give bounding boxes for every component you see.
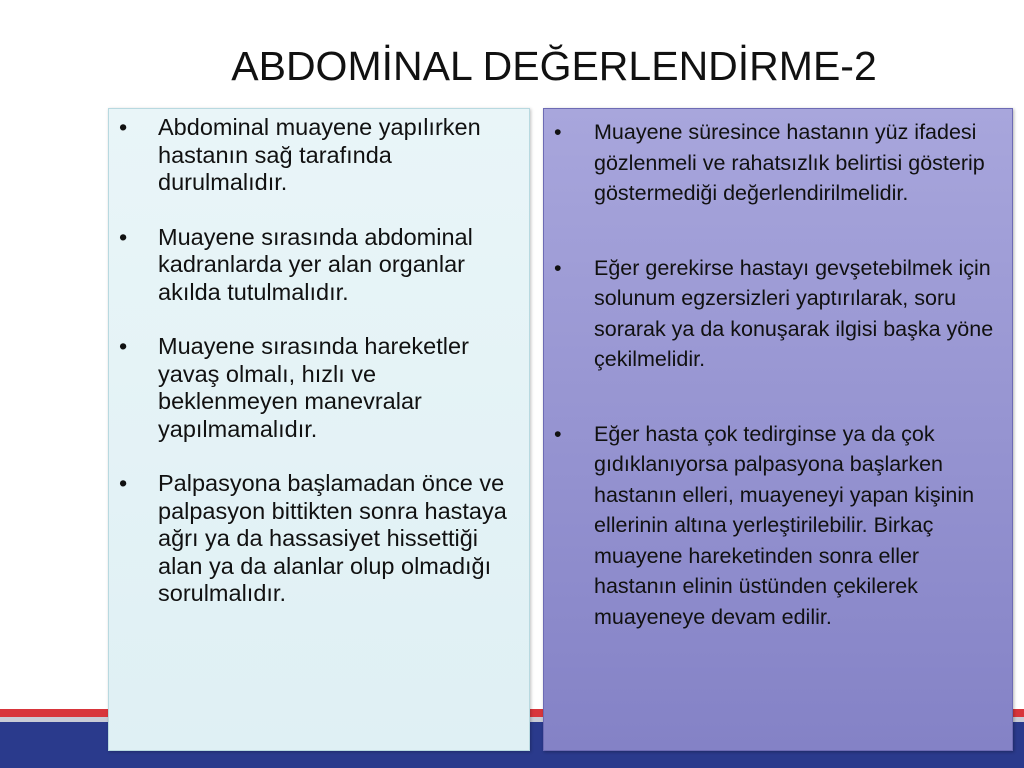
list-item	[109, 224, 521, 307]
list-item	[544, 117, 1006, 209]
list-item	[544, 419, 1006, 633]
left-content-box	[108, 108, 530, 751]
bullet-text: Eğer hasta çok tedirginse ya da çok gıdıklanıyorsa palpasyona başlarken hastanın elleri, muayeneyi yapan kişinin ellerinin altına yerleştirilebilir. Birkaç muayene hareketinden sonra eller hastanın elinin üstünden çekilerek muayeneye devam edilir.	[594, 421, 975, 629]
bullet-icon: •	[119, 223, 128, 250]
left-bullet-list	[109, 114, 521, 608]
bullet-text: Muayene sırasında abdominal kadranlarda yer alan organlar akılda tutulmalıdır.	[158, 223, 473, 305]
bullet-icon: •	[119, 114, 128, 140]
list-item	[109, 333, 521, 443]
bullet-icon: •	[119, 470, 128, 496]
list-item	[109, 470, 521, 608]
slide-title: ABDOMİNAL DEĞERLENDİRME-2	[231, 43, 877, 89]
right-content-box	[543, 108, 1013, 751]
bullet-icon: •	[554, 421, 562, 446]
bullet-text: Muayene sırasında hareketler yavaş olmalı, hızlı ve beklenmeyen manevralar yapılmamalıdır.	[158, 333, 469, 442]
right-bullet-list	[544, 117, 1006, 632]
bullet-icon: •	[119, 333, 128, 359]
bullet-text: Muayene süresince hastanın yüz ifadesi gözlenmeli ve rahatsızlık belirtisi gösterip göstermediği değerlendirilmelidir.	[594, 120, 985, 205]
list-item	[109, 114, 521, 197]
bullet-icon: •	[554, 120, 562, 144]
bullet-text: Palpasyona başlamadan önce ve palpasyon bittikten sonra hastaya ağrı ya da hassasiyet hissettiği alan ya da alanlar olup olmadığı sorulmalıdır.	[158, 470, 507, 606]
bullet-icon: •	[554, 255, 562, 280]
bullet-text: Abdominal muayene yapılırken hastanın sağ tarafında durulmalıdır.	[158, 114, 481, 195]
list-item	[544, 253, 1006, 375]
bullet-text: Eğer gerekirse hastayı gevşetebilmek için solunum egzersizleri yaptırılarak, soru sorarak ya da konuşarak ilgisi başka yöne çekilmelidir.	[594, 255, 994, 371]
